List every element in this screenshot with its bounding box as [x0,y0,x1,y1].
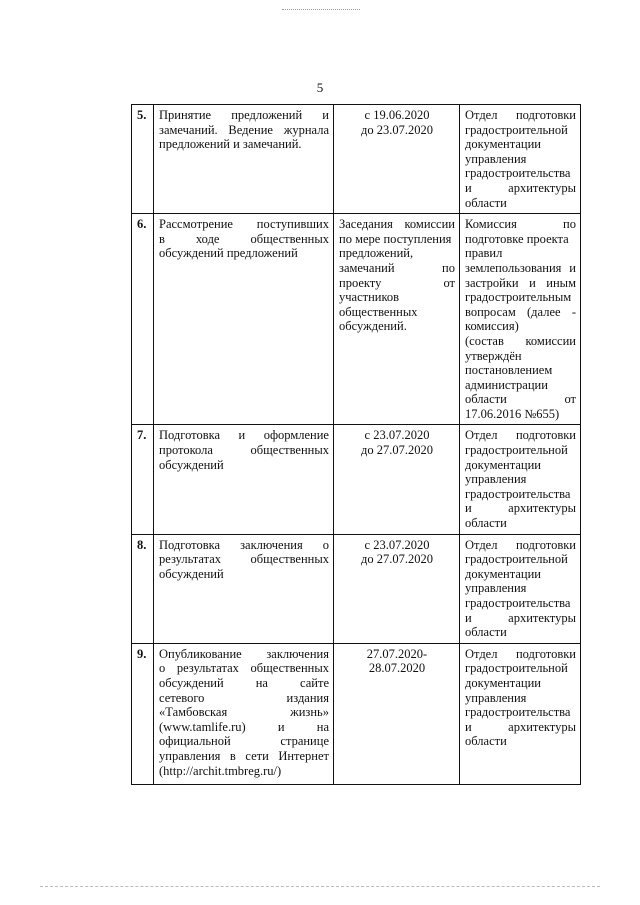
cell-line: (состав комиссии [465,333,576,348]
cell-line: с 23.07.2020 [364,428,430,443]
cell-line: Комиссия по [465,217,576,232]
cell-line: сетевого издания [159,690,329,705]
cell-line: градостроительства [465,486,571,501]
responsible-cell [460,105,581,214]
cell-line: предложений, [339,246,414,261]
activity-cell [154,643,334,784]
cell-line: Отдел подготовки [465,537,576,552]
cell-line: управления [465,151,527,166]
cell-line: (www.tamlife.ru) и на [159,719,329,734]
cell-line: градостроительной [465,552,568,567]
cell-line: градостроительства [465,596,571,610]
cell-line: с 19.06.2020 [364,108,430,122]
cell-line: 27.07.2020- [366,646,428,661]
cell-line: проекту от [339,275,455,290]
dates-cell [334,105,460,214]
cell-line: (http://archit.tmbreg.ru/) [159,763,282,778]
cell-line: и архитектуры [465,719,576,734]
cell-line: Принятие предложений и [159,108,329,122]
table-row [132,214,581,425]
cell-line: обсуждений на сайте [159,675,329,690]
cell-line: документации [465,566,541,581]
cell-line: управления [465,690,527,705]
cell-line: документации [465,675,541,690]
cell-line: управления [465,581,527,596]
cell-line: вопросам (далее - [465,304,576,319]
cell-line: Отдел подготовки [465,428,576,443]
cell-line: с 23.07.2020 [364,537,430,552]
table-row [132,425,581,534]
cell-line: обсуждений. [339,319,407,334]
cell-line: Опубликование заключения [159,646,329,661]
cell-line: до 23.07.2020 [361,122,433,137]
cell-line: подготовке проекта [465,231,569,246]
cell-line: градостроительства [465,166,571,181]
cell-line: обсуждений [159,457,224,472]
responsible-cell [460,534,581,643]
cell-line: градостроительной [465,122,568,137]
cell-line: застройки и иным [465,275,576,290]
cell-line: Отдел подготовки [465,646,576,661]
cell-line: и архитектуры [465,610,576,625]
dates-cell [334,534,460,643]
activity-cell [154,214,334,425]
cell-line: градостроительной [465,443,568,458]
cell-line: области [465,625,507,640]
cell-line: и архитектуры [465,501,576,516]
cell-line: землепользования и [465,260,576,275]
dates-cell [334,643,460,784]
cell-line: градостроительства [465,705,571,720]
cell-line: утверждён [465,348,522,363]
activity-cell [154,105,334,214]
cell-line: обсуждений [159,566,224,581]
row-number: 5. [132,105,154,214]
table-row [132,105,581,214]
cell-line: постановлением [465,363,553,378]
cell-line: комиссия) [465,319,519,334]
responsible-cell [460,425,581,534]
cell-line: документации [465,137,541,152]
cell-line: области [465,734,507,749]
responsible-cell [460,214,581,425]
table-row [132,534,581,643]
cell-line: области от [465,392,576,407]
cell-line: официальной странице [159,734,329,749]
responsible-cell [460,643,581,784]
cell-line: градостроительным [465,290,572,305]
cell-line: 17.06.2016 №655) [465,406,560,421]
cell-line: области [465,195,507,210]
cell-line: замечаний по [339,260,455,275]
row-number: 9. [132,643,154,784]
cell-line: в ходе общественных [159,231,329,246]
cell-line: «Тамбовская жизнь» [159,705,329,720]
cell-line: администрации [465,377,548,392]
cell-line: управления в сети Интернет [159,748,329,763]
row-number: 8. [132,534,154,643]
cell-line: Отдел подготовки [465,108,576,122]
cell-line: протокола общественных [159,443,329,458]
scan-artifact [282,9,360,12]
cell-line: правил [465,246,503,261]
cell-line: Рассмотрение поступивших [159,217,329,232]
activity-cell [154,534,334,643]
activity-cell [154,425,334,534]
dates-cell [334,214,460,425]
schedule-table [131,104,581,785]
cell-line: 28.07.2020 [368,661,426,676]
cell-line: результатах общественных [159,552,329,567]
cell-line: участников [339,290,400,305]
row-number: 6. [132,214,154,425]
cell-line: общественных [339,304,418,319]
cell-line: обсуждений предложений [159,246,298,261]
cell-line: до 27.07.2020 [361,443,433,458]
cell-line: Подготовка и оформление [159,428,329,443]
cell-line: документации [465,457,541,472]
cell-line: до 27.07.2020 [361,552,433,567]
cell-line: управления [465,472,527,487]
cell-line: Заседания комиссии [339,217,455,232]
schedule-body [132,105,581,785]
cell-line: области [465,516,507,531]
dates-cell [334,425,460,534]
cell-line: и архитектуры [465,180,576,195]
row-number: 7. [132,425,154,534]
scan-artifact [40,886,600,887]
cell-line: предложений и замечаний. [159,137,302,152]
cell-line: о результатах общественных [159,661,329,676]
page-number: 5 [316,80,324,95]
cell-line: градостроительной [465,661,568,676]
table-row [132,643,581,784]
cell-line: Подготовка заключения о [159,537,329,552]
cell-line: по мере поступления [339,231,452,246]
cell-line: замечаний. Ведение журнала [159,122,329,137]
